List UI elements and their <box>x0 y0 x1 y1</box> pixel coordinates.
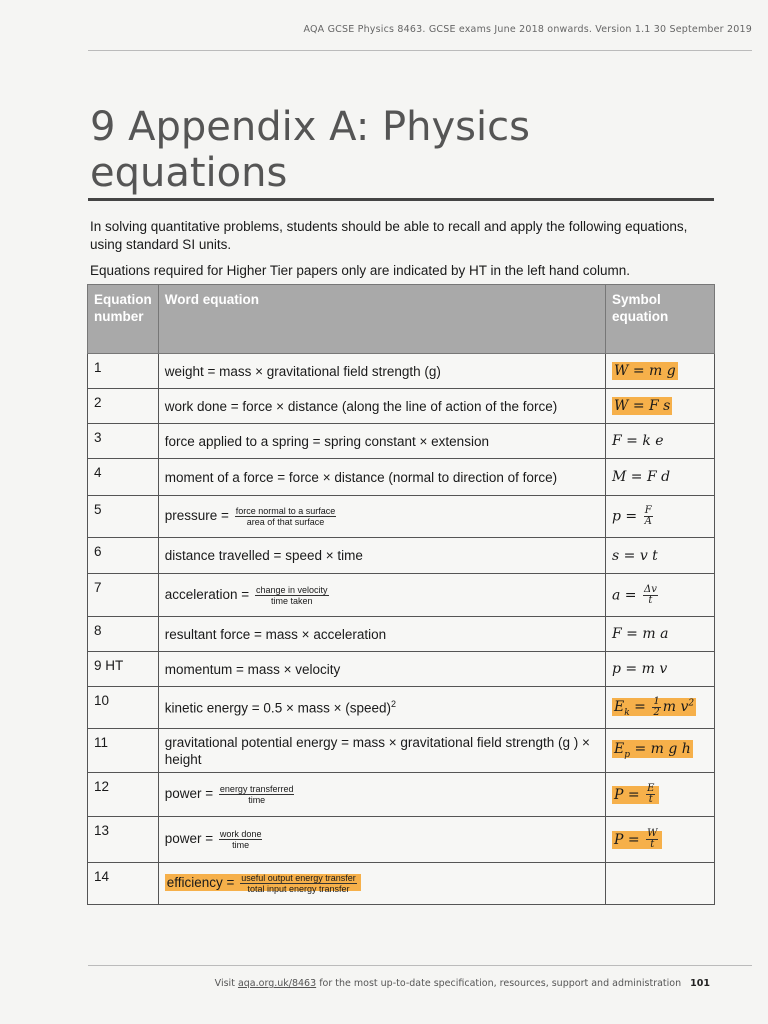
symbol-equation <box>606 817 715 863</box>
word-equation: gravitational potential energy = mass × gravitational field strength (g ) × height <box>158 729 605 773</box>
bottom-rule <box>88 965 752 966</box>
word-equation: momentum = mass × velocity <box>158 652 605 687</box>
table-row <box>88 729 715 773</box>
table-row <box>88 538 715 574</box>
word-prefix: efficiency = <box>166 875 235 891</box>
word-prefix: power = <box>164 831 214 847</box>
table-row <box>88 389 715 424</box>
word-equation: weight = mass × gravitational field strength (g) <box>158 354 605 389</box>
word-equation <box>158 574 605 617</box>
highlight <box>612 740 693 758</box>
word-equation <box>158 817 605 863</box>
symbol-equation <box>606 389 715 424</box>
header-note: AQA GCSE Physics 8463. GCSE exams June 2018 onwards. Version 1.1 30 September 2019 <box>303 24 752 35</box>
denominator: time taken <box>270 595 313 606</box>
denominator: area of that surface <box>246 517 325 527</box>
word-equation <box>158 687 605 729</box>
footer-text: for the most up-to-date specification, resources, support and administration <box>319 978 682 989</box>
highlight: W = F s <box>614 398 671 414</box>
eq-number: 12 <box>88 773 159 817</box>
symbol-equation <box>606 863 715 905</box>
table-row <box>88 773 715 817</box>
eq-number: 11 <box>88 729 159 773</box>
symbol-equation <box>606 574 715 617</box>
superscript: 2 <box>391 699 397 710</box>
sym-numerator: W <box>647 828 658 839</box>
sym-mid: = <box>629 699 651 716</box>
word-prefix: power = <box>164 786 214 802</box>
sym-fraction <box>643 585 658 606</box>
denominator: time <box>232 840 250 850</box>
sym-e: E <box>614 699 625 716</box>
fraction <box>240 873 357 894</box>
eq-number: 3 <box>88 424 159 459</box>
table-row <box>88 817 715 863</box>
sym-superscript: 2 <box>688 698 695 709</box>
table-row <box>88 687 715 729</box>
eq-number: 14 <box>88 863 159 905</box>
eq-number: 2 <box>88 389 159 424</box>
eq-number: 1 <box>88 354 159 389</box>
denominator: total input energy transfer <box>247 884 350 894</box>
eq-number: 7 <box>88 574 159 617</box>
footer-visit: Visit <box>214 978 235 989</box>
table-row <box>88 863 715 905</box>
sym-subscript: k <box>624 708 630 719</box>
equations-table <box>87 284 715 905</box>
sym-prefix: p = <box>612 508 638 525</box>
sym-denominator: t <box>648 594 653 606</box>
numerator: useful output energy transfer <box>241 873 356 883</box>
numerator: energy transferred <box>219 784 294 794</box>
top-rule <box>88 50 752 51</box>
table-row <box>88 617 715 652</box>
symbol-equation: p = m v <box>606 652 715 687</box>
table-row <box>88 496 715 538</box>
symbol-equation: F = m a <box>606 617 715 652</box>
numerator: force normal to a surface <box>235 506 336 516</box>
word-equation: distance travelled = speed × time <box>158 538 605 574</box>
symbol-equation <box>606 354 715 389</box>
highlight <box>165 873 361 894</box>
sym-tail: = m g h <box>630 741 691 758</box>
sym-denominator: t <box>648 794 653 805</box>
sym-denominator: t <box>650 839 655 850</box>
denominator: time <box>248 795 266 805</box>
fraction <box>219 829 263 850</box>
header-word-equation: Word equation <box>158 285 605 354</box>
symbol-equation <box>606 687 715 729</box>
eq-number: 8 <box>88 617 159 652</box>
highlight <box>612 828 662 850</box>
footer <box>215 978 710 989</box>
table-header-row <box>88 285 715 354</box>
highlight <box>612 783 659 805</box>
sym-prefix: P = <box>614 786 640 803</box>
eq-number: 5 <box>88 496 159 538</box>
ht-note: Equations required for Higher Tier papers only are indicated by HT in the left hand column. <box>90 263 631 278</box>
sym-numerator: F <box>644 505 652 516</box>
fraction <box>235 506 337 527</box>
sym-numerator: E <box>647 783 655 794</box>
symbol-equation <box>606 773 715 817</box>
word-equation: moment of a force = force × distance (normal to direction of force) <box>158 459 605 496</box>
page-title: 9 Appendix A: Physics equations <box>90 104 530 196</box>
symbol-equation: s = v t <box>606 538 715 574</box>
symbol-equation: F = k e <box>606 424 715 459</box>
word-equation: work done = force × distance (along the line of action of the force) <box>158 389 605 424</box>
eq-number: 9 HT <box>88 652 159 687</box>
eq-number: 13 <box>88 817 159 863</box>
sym-tail: m v <box>662 699 689 716</box>
sym-fraction <box>644 506 653 527</box>
sym-numerator: 1 <box>653 695 660 707</box>
sym-denominator: 2 <box>653 706 660 718</box>
table-row <box>88 424 715 459</box>
footer-link[interactable]: aqa.org.uk/8463 <box>237 978 317 989</box>
highlight <box>612 695 696 719</box>
highlight: W = m g <box>614 363 676 379</box>
word-text: kinetic energy = 0.5 × mass × (speed) <box>164 700 391 716</box>
word-prefix: acceleration = <box>164 586 250 602</box>
table-row <box>88 652 715 687</box>
sym-denominator: A <box>644 516 652 527</box>
numerator: work done <box>219 829 262 839</box>
word-prefix: pressure = <box>164 508 229 524</box>
intro-text: In solving quantitative problems, students should be able to recall and apply the following equations, using standard SI units. <box>90 219 688 252</box>
sym-prefix: P = <box>614 831 640 848</box>
word-equation <box>158 773 605 817</box>
sym-fraction <box>652 697 660 718</box>
eq-number: 4 <box>88 459 159 496</box>
word-equation: resultant force = mass × acceleration <box>158 617 605 652</box>
eq-number: 6 <box>88 538 159 574</box>
table-row <box>88 354 715 389</box>
sym-fraction <box>646 829 658 850</box>
sym-e: E <box>614 741 625 758</box>
page-number: 101 <box>690 978 710 989</box>
numerator: change in velocity <box>255 584 328 595</box>
header-symbol-equation: Symbol equation <box>606 285 715 354</box>
header-equation-number: Equation number <box>88 285 159 354</box>
word-equation <box>158 496 605 538</box>
table-row <box>88 459 715 496</box>
symbol-equation: M = F d <box>606 459 715 496</box>
word-equation <box>158 863 605 905</box>
symbol-equation <box>606 496 715 538</box>
symbol-equation <box>606 729 715 773</box>
word-equation: force applied to a spring = spring constant × extension <box>158 424 605 459</box>
fraction <box>255 585 329 606</box>
table-row <box>88 574 715 617</box>
eq-number: 10 <box>88 687 159 729</box>
title-rule <box>88 198 714 201</box>
fraction <box>219 784 295 805</box>
sym-prefix: a = <box>612 587 637 603</box>
sym-subscript: p <box>624 749 630 760</box>
sym-numerator: Δv <box>643 583 657 595</box>
sym-fraction <box>646 784 655 805</box>
